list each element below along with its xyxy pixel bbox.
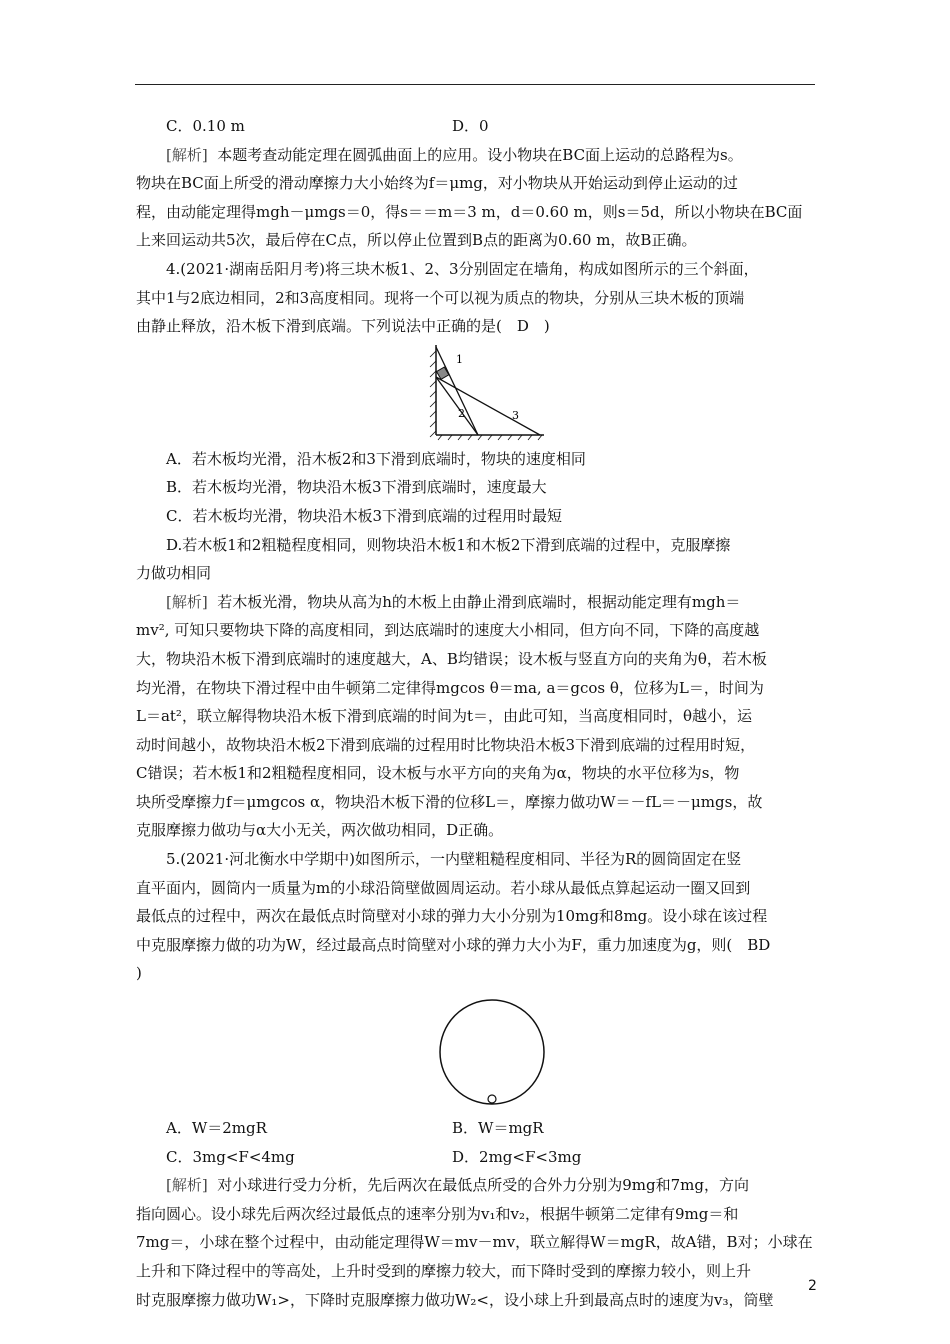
q4-stem-line-3: 由静止释放，沿木板下滑到底端。下列说法中正确的是( D ) <box>136 317 550 336</box>
board-3 <box>436 377 540 435</box>
analysis-tag: [解析] <box>166 145 208 164</box>
q4-stem-line-1: 4.(2021·湖南岳阳月考)将三块木板1、2、3分别固定在墙角，构成如图所示的三个斜面， <box>166 259 759 278</box>
q4-analysis-line-2: mv², 可知只要物块下降的高度相同，到达底端时的速度大小相同，但方向不同，下降的高度越 <box>136 621 760 640</box>
analysis-tag: [解析] <box>166 1176 208 1195</box>
q5-analysis-line-1: [解析] 对小球进行受力分析，先后两次在最低点所受的合外力分别为9mg和7mg，方向 <box>166 1176 750 1195</box>
q4-analysis-line-8: 块所受摩擦力f＝μmgcos α，物块沿木板下滑的位移L＝，摩擦力做功W＝－fL＝－μmgs，故 <box>136 792 763 811</box>
inclined-boards-figure <box>426 343 546 441</box>
q3-options-row <box>136 112 816 141</box>
q4-analysis-line-3: 大，物块沿木板下滑到底端时的速度越大，A、B均错误；设木板与竖直方向的夹角为θ，若木板 <box>136 649 767 668</box>
q4-analysis-line-7: C错误；若木板1和2粗糙程度相同，设木板与水平方向的夹角为α，物块的水平位移为s，物 <box>136 764 740 783</box>
q5-stem-line-5: ) <box>136 964 142 983</box>
q3-analysis-line-3: 程，由动能定理得mgh－μmgs＝0，得s＝＝m＝3 m，d＝0.60 m，则s＝5d，所以小物块在BC面 <box>136 202 803 221</box>
q5-option-a: A．W＝2mgR <box>166 1119 267 1138</box>
q4-analysis-line-1: [解析] 若木板光滑，物块从高为h的木板上由静止滑到底端时，根据动能定理有mgh＝ <box>166 592 741 611</box>
header-rule <box>135 84 815 85</box>
page-content <box>136 112 816 1314</box>
q5-option-d: D．2mg<F<3mg <box>452 1147 582 1166</box>
board-label-2: 2 <box>458 406 465 420</box>
q5-stem-line-3: 最低点的过程中，两次在最低点时筒壁对小球的弹力大小分别为10mg和8mg。设小球在该过程 <box>136 907 768 926</box>
q3-analysis-line-2: 物块在BC面上所受的滑动摩擦力大小始终为f＝μmg，对小物块从开始运动到停止运动的过 <box>136 174 738 193</box>
wall-hatching <box>430 351 436 437</box>
q5-stem-line-4: 中克服摩擦力做的功为W，经过最高点时筒壁对小球的弹力大小为F，重力加速度为g，则( BD <box>136 935 771 954</box>
small-ball <box>488 1095 496 1103</box>
q4-option-b: B．若木板均光滑，物块沿木板3下滑到底端时，速度最大 <box>166 478 547 497</box>
q4-analysis-line-6: 动时间越小，故物块沿木板2下滑到底端的过程用时比物块沿木板3下滑到底端的过程用时短， <box>136 735 756 754</box>
q5-analysis-line-2: 指向圆心。设小球先后两次经过最低点的速率分别为v₁和v₂，根据牛顿第二定律有9mg＝和 <box>136 1204 739 1223</box>
analysis-tag: [解析] <box>166 592 208 611</box>
cylinder-circle <box>440 1000 544 1104</box>
q5-options-row-2 <box>136 1143 816 1172</box>
board-label-1: 1 <box>456 352 463 366</box>
q4-option-d-cont: 力做功相同 <box>136 564 212 583</box>
q3-option-c: C．0.10 m <box>166 117 245 135</box>
q4-analysis-line-4: 均光滑，在物块下滑过程中由牛顿第二定律得mgcos θ＝ma, a＝gcos θ，位移为L＝，时间为 <box>136 678 764 697</box>
q5-analysis-line-5: 时克服摩擦力做功W₁>，下降时克服摩擦力做功W₂<，设小球上升到最高点时的速度为v₃，筒壁 <box>136 1290 774 1309</box>
q4-option-c: C．若木板均光滑，物块沿木板3下滑到底端的过程用时最短 <box>166 506 563 525</box>
board-label-3: 3 <box>512 408 519 422</box>
page-number: 2 <box>808 1278 817 1294</box>
q4-analysis-line-5: L＝at²，联立解得物块沿木板下滑到底端的时间为t＝，由此可知，当高度相同时，θ越小，运 <box>136 707 753 726</box>
q3-analysis-line-1: [解析] 本题考查动能定理在圆弧曲面上的应用。设小物块在BC面上运动的总路程为s。 <box>166 145 743 164</box>
q3-analysis-line-4: 上来回运动共5次，最后停在C点，所以停止位置到B点的距离为0.60 m，故B正确。 <box>136 231 697 250</box>
q4-stem-line-2: 其中1与2底边相同，2和3高度相同。现将一个可以视为质点的物块，分别从三块木板的顶端 <box>136 288 745 307</box>
q5-options-row-1 <box>136 1114 816 1143</box>
q4-analysis-line-9: 克服摩擦力做功与α大小无关，两次做功相同，D正确。 <box>136 821 504 840</box>
q4-option-d: D.若木板1和2粗糙程度相同，则物块沿木板1和木板2下滑到底端的过程中，克服摩擦 <box>166 535 731 554</box>
q3-option-d: D．0 <box>452 117 489 135</box>
cylinder-figure <box>436 996 548 1108</box>
q5-option-c: C．3mg<F<4mg <box>166 1147 295 1166</box>
q5-analysis-line-3: 7mg＝，小球在整个过程中，由动能定理得W＝mv－mv，联立解得W＝mgR，故A错，B对；小球在 <box>136 1233 813 1252</box>
q4-option-a: A．若木板均光滑，沿木板2和3下滑到底端时，物块的速度相同 <box>166 449 586 468</box>
q5-option-b: B．W＝mgR <box>452 1119 544 1138</box>
q5-analysis-line-4: 上升和下降过程中的等高处，上升时受到的摩擦力较大，而下降时受到的摩擦力较小，则上升 <box>136 1262 752 1280</box>
board-2 <box>436 377 478 435</box>
q5-stem-line-2: 直平面内，圆筒内一质量为m的小球沿筒壁做圆周运动。若小球从最低点算起运动一圈又回到 <box>136 878 751 897</box>
q5-stem-line-1: 5.(2021·河北衡水中学期中)如图所示，一内壁粗糙程度相同、半径为R的圆筒固定在竖 <box>166 850 742 869</box>
